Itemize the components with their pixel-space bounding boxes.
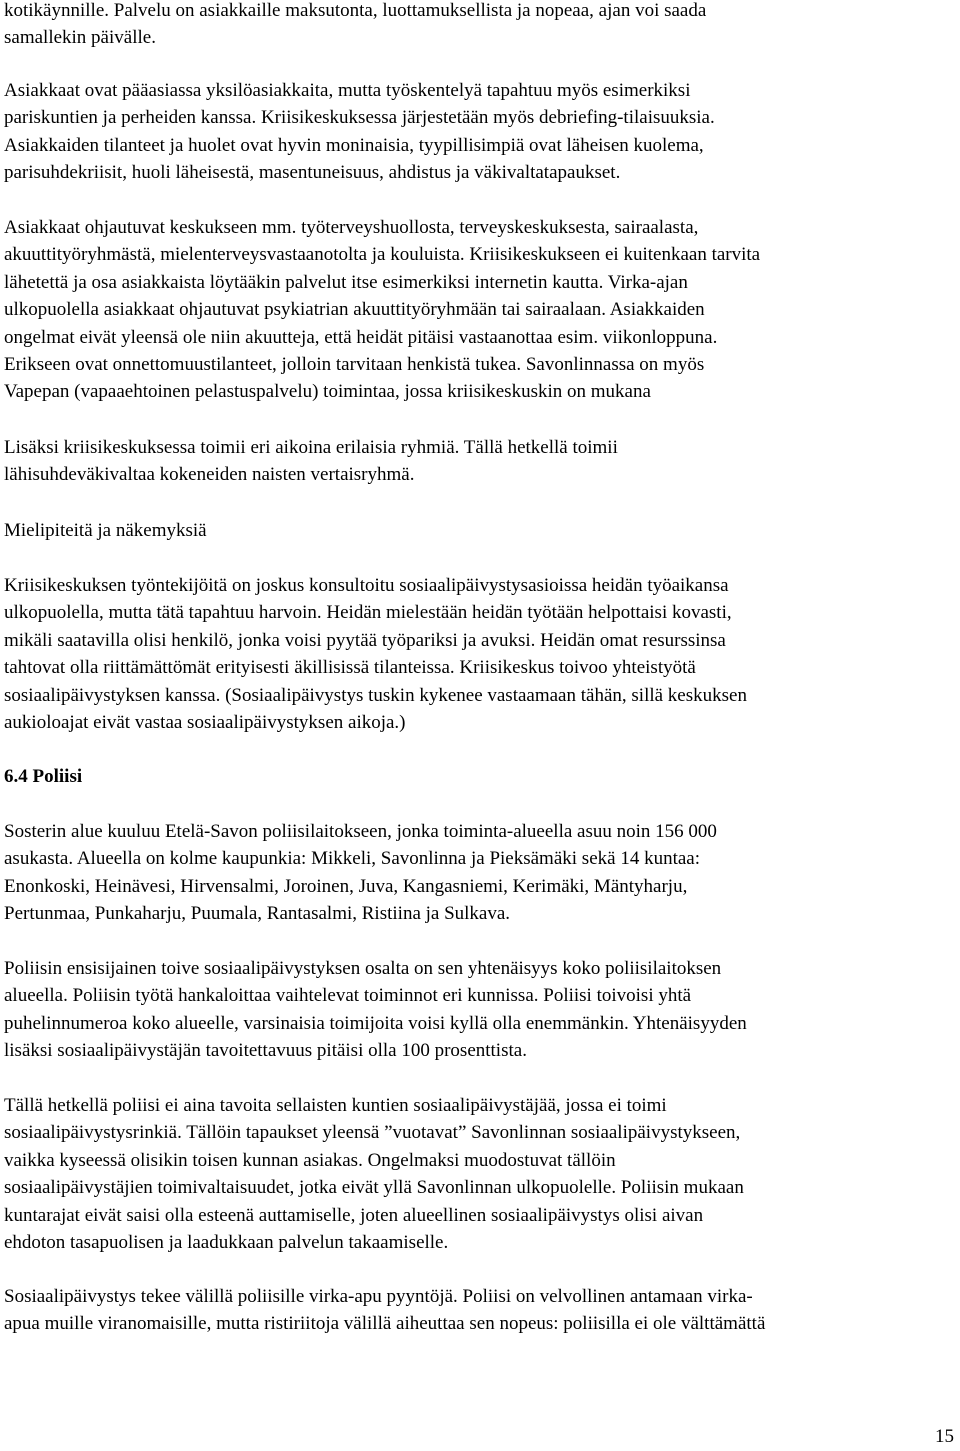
text-line: ehdoton tasapuolisen ja laadukkaan palvelun takaamiselle. xyxy=(4,1231,449,1253)
text-line: sosiaalipäivystyksen kanssa. (Sosiaalipäivystys tuskin kykenee vastaamaan tähän, sillä keskuksen xyxy=(4,684,747,706)
section-subheading: Mielipiteitä ja näkemyksiä xyxy=(4,520,207,541)
text-line: Sosiaalipäivystys tekee välillä poliisille virka-apu pyyntöjä. Poliisi on velvollinen antamaan virka- xyxy=(4,1286,753,1307)
paragraph-police-wish xyxy=(4,955,958,1065)
text-line: mikäli saatavilla olisi henkilö, jonka voisi pyytää työpariksi ja avuksi. Heidän omat resurssinsa xyxy=(4,629,726,651)
text-line: alueella. Poliisin työtä hankaloittaa vaihtelevat toiminnot eri kunnissa. Poliisi toivoisi yhtä xyxy=(4,985,692,1007)
page-number: 15 xyxy=(935,1426,954,1447)
text-line: asukasta. Alueella on kolme kaupunkia: Mikkeli, Savonlinna ja Pieksämäki sekä 14 kuntaa: xyxy=(4,848,700,870)
text-line: Poliisin ensisijainen toive sosiaalipäivystyksen osalta on sen yhtenäisyys koko poliisilaitoksen xyxy=(4,958,722,979)
paragraph-groups xyxy=(4,434,958,489)
text-line: sosiaalipäivystäjien toimivaltaisuudet, jotka eivät yllä Savonlinnan ulkopuolelle. Poliisin mukaan xyxy=(4,1177,744,1199)
text-line: ongelmat eivät yleensä ole niin akuutteja, että heidät pitäisi vastaanottaa esim. viikonloppuna. xyxy=(4,326,718,348)
text-line: Tällä hetkellä poliisi ei aina tavoita sellaisten kuntien sosiaalipäivystäjää, jossa ei toimi xyxy=(4,1095,667,1116)
text-line: Asiakkaiden tilanteet ja huolet ovat hyvin moninaisia, tyypillisimpiä ovat läheisen kuolema, xyxy=(4,134,704,156)
paragraph-clients xyxy=(4,77,958,187)
text-line: tahtovat olla riittämättömät erityisesti äkillisissä tilanteissa. Kriisikeskus toivoo yhteistyötä xyxy=(4,657,696,679)
text-line: ulkopuolella, mutta tätä tapahtuu harvoin. Heidän mielestään heidän työtään helpottaisi kovasti, xyxy=(4,602,732,624)
text-line: akuuttityöryhmästä, mielenterveysvastaanotolta ja kouluista. Kriisikeskukseen ei kuitenkaan tarvita xyxy=(4,244,761,266)
text-line: aukioloajat eivät vastaa sosiaalipäivystyksen aikoja.) xyxy=(4,711,406,733)
paragraph-referrals xyxy=(4,214,958,406)
text-line: Erikseen ovat onnettomuustilanteet, jolloin tarvitaan henkistä tukea. Savonlinnassa on myös xyxy=(4,353,705,375)
paragraph-police-reach xyxy=(4,1092,958,1256)
text-line: parisuhdekriisit, huoli läheisestä, masentuneisuus, ahdistus ja väkivaltatapaukset. xyxy=(4,162,621,184)
text-line: Pertunmaa, Punkaharju, Puumala, Rantasalmi, Ristiina ja Sulkava. xyxy=(4,903,511,925)
text-line: samallekin päivälle. xyxy=(4,27,156,49)
text-line: pariskuntien ja perheiden kanssa. Kriisikeskuksessa järjestetään myös debriefing-tilaisuuksia. xyxy=(4,107,715,129)
text-line: Asiakkaat ohjautuvat keskukseen mm. työterveyshuollosta, terveyskeskuksesta, sairaalasta, xyxy=(4,217,699,238)
text-line: kotikäynnille. Palvelu on asiakkaille maksutonta, luottamuksellista ja nopeaa, ajan voi saada xyxy=(4,0,707,21)
text-line: sosiaalipäivystysrinkiä. Tällöin tapaukset yleensä ”vuotavat” Savonlinnan sosiaalipäivystykseen, xyxy=(4,1122,741,1144)
text-line: lisäksi sosiaalipäivystäjän tavoitettavuus pitäisi olla 100 prosenttista. xyxy=(4,1040,527,1062)
text-line: Asiakkaat ovat pääasiassa yksilöasiakkaita, mutta työskentelyä tapahtuu myös esimerkiksi xyxy=(4,80,691,101)
text-line: kuntarajat eivät saisi olla esteenä auttamiselle, joten alueellinen sosiaalipäivystys olisi aivan xyxy=(4,1204,704,1226)
section-heading-police xyxy=(4,763,958,790)
paragraph-intro-continuation xyxy=(4,0,958,52)
paragraph-consultation xyxy=(4,572,958,736)
text-line: puhelinnumeroa koko alueelle, varsinaisia toimijoita voisi kyllä olla enemmänkin. Yhtenäisyyden xyxy=(4,1012,747,1034)
text-line: vaikka kyseessä olisikin toisen kunnan asiakas. Ongelmaksi muodostuvat tällöin xyxy=(4,1149,616,1171)
paragraph-police-assistance xyxy=(4,1283,958,1338)
text-line: lähetettä ja osa asiakkaista löytääkin palvelut itse esimerkiksi internetin kautta. Virka-ajan xyxy=(4,271,688,293)
text-line: Kriisikeskuksen työntekijöitä on joskus konsultoitu sosiaalipäivystysasioissa heidän työaikansa xyxy=(4,575,729,596)
text-line: apua muille viranomaisille, mutta ristiriitoja välillä aiheuttaa sen nopeus: poliisilla ei ole välttämättä xyxy=(4,1313,766,1335)
text-line: Sosterin alue kuuluu Etelä-Savon poliisilaitokseen, jonka toiminta-alueella asuu noin 156 000 xyxy=(4,821,717,842)
text-line: Vapepan (vapaaehtoinen pelastuspalvelu) toimintaa, jossa kriisikeskuskin on mukana xyxy=(4,381,651,403)
text-line: Enonkoski, Heinävesi, Hirvensalmi, Joroinen, Juva, Kangasniemi, Kerimäki, Mäntyharju, xyxy=(4,875,688,897)
section-heading: 6.4 Poliisi xyxy=(4,766,83,787)
subheading-opinions xyxy=(4,517,958,544)
text-line: lähisuhdeväkivaltaa kokeneiden naisten vertaisryhmä. xyxy=(4,464,415,486)
text-line: ulkopuolella asiakkaat ohjautuvat psykiatrian akuuttityöryhmään tai sairaalaan. Asiakkaiden xyxy=(4,299,705,321)
paragraph-police-area xyxy=(4,818,958,928)
text-line: Lisäksi kriisikeskuksessa toimii eri aikoina erilaisia ryhmiä. Tällä hetkellä toimii xyxy=(4,437,618,458)
